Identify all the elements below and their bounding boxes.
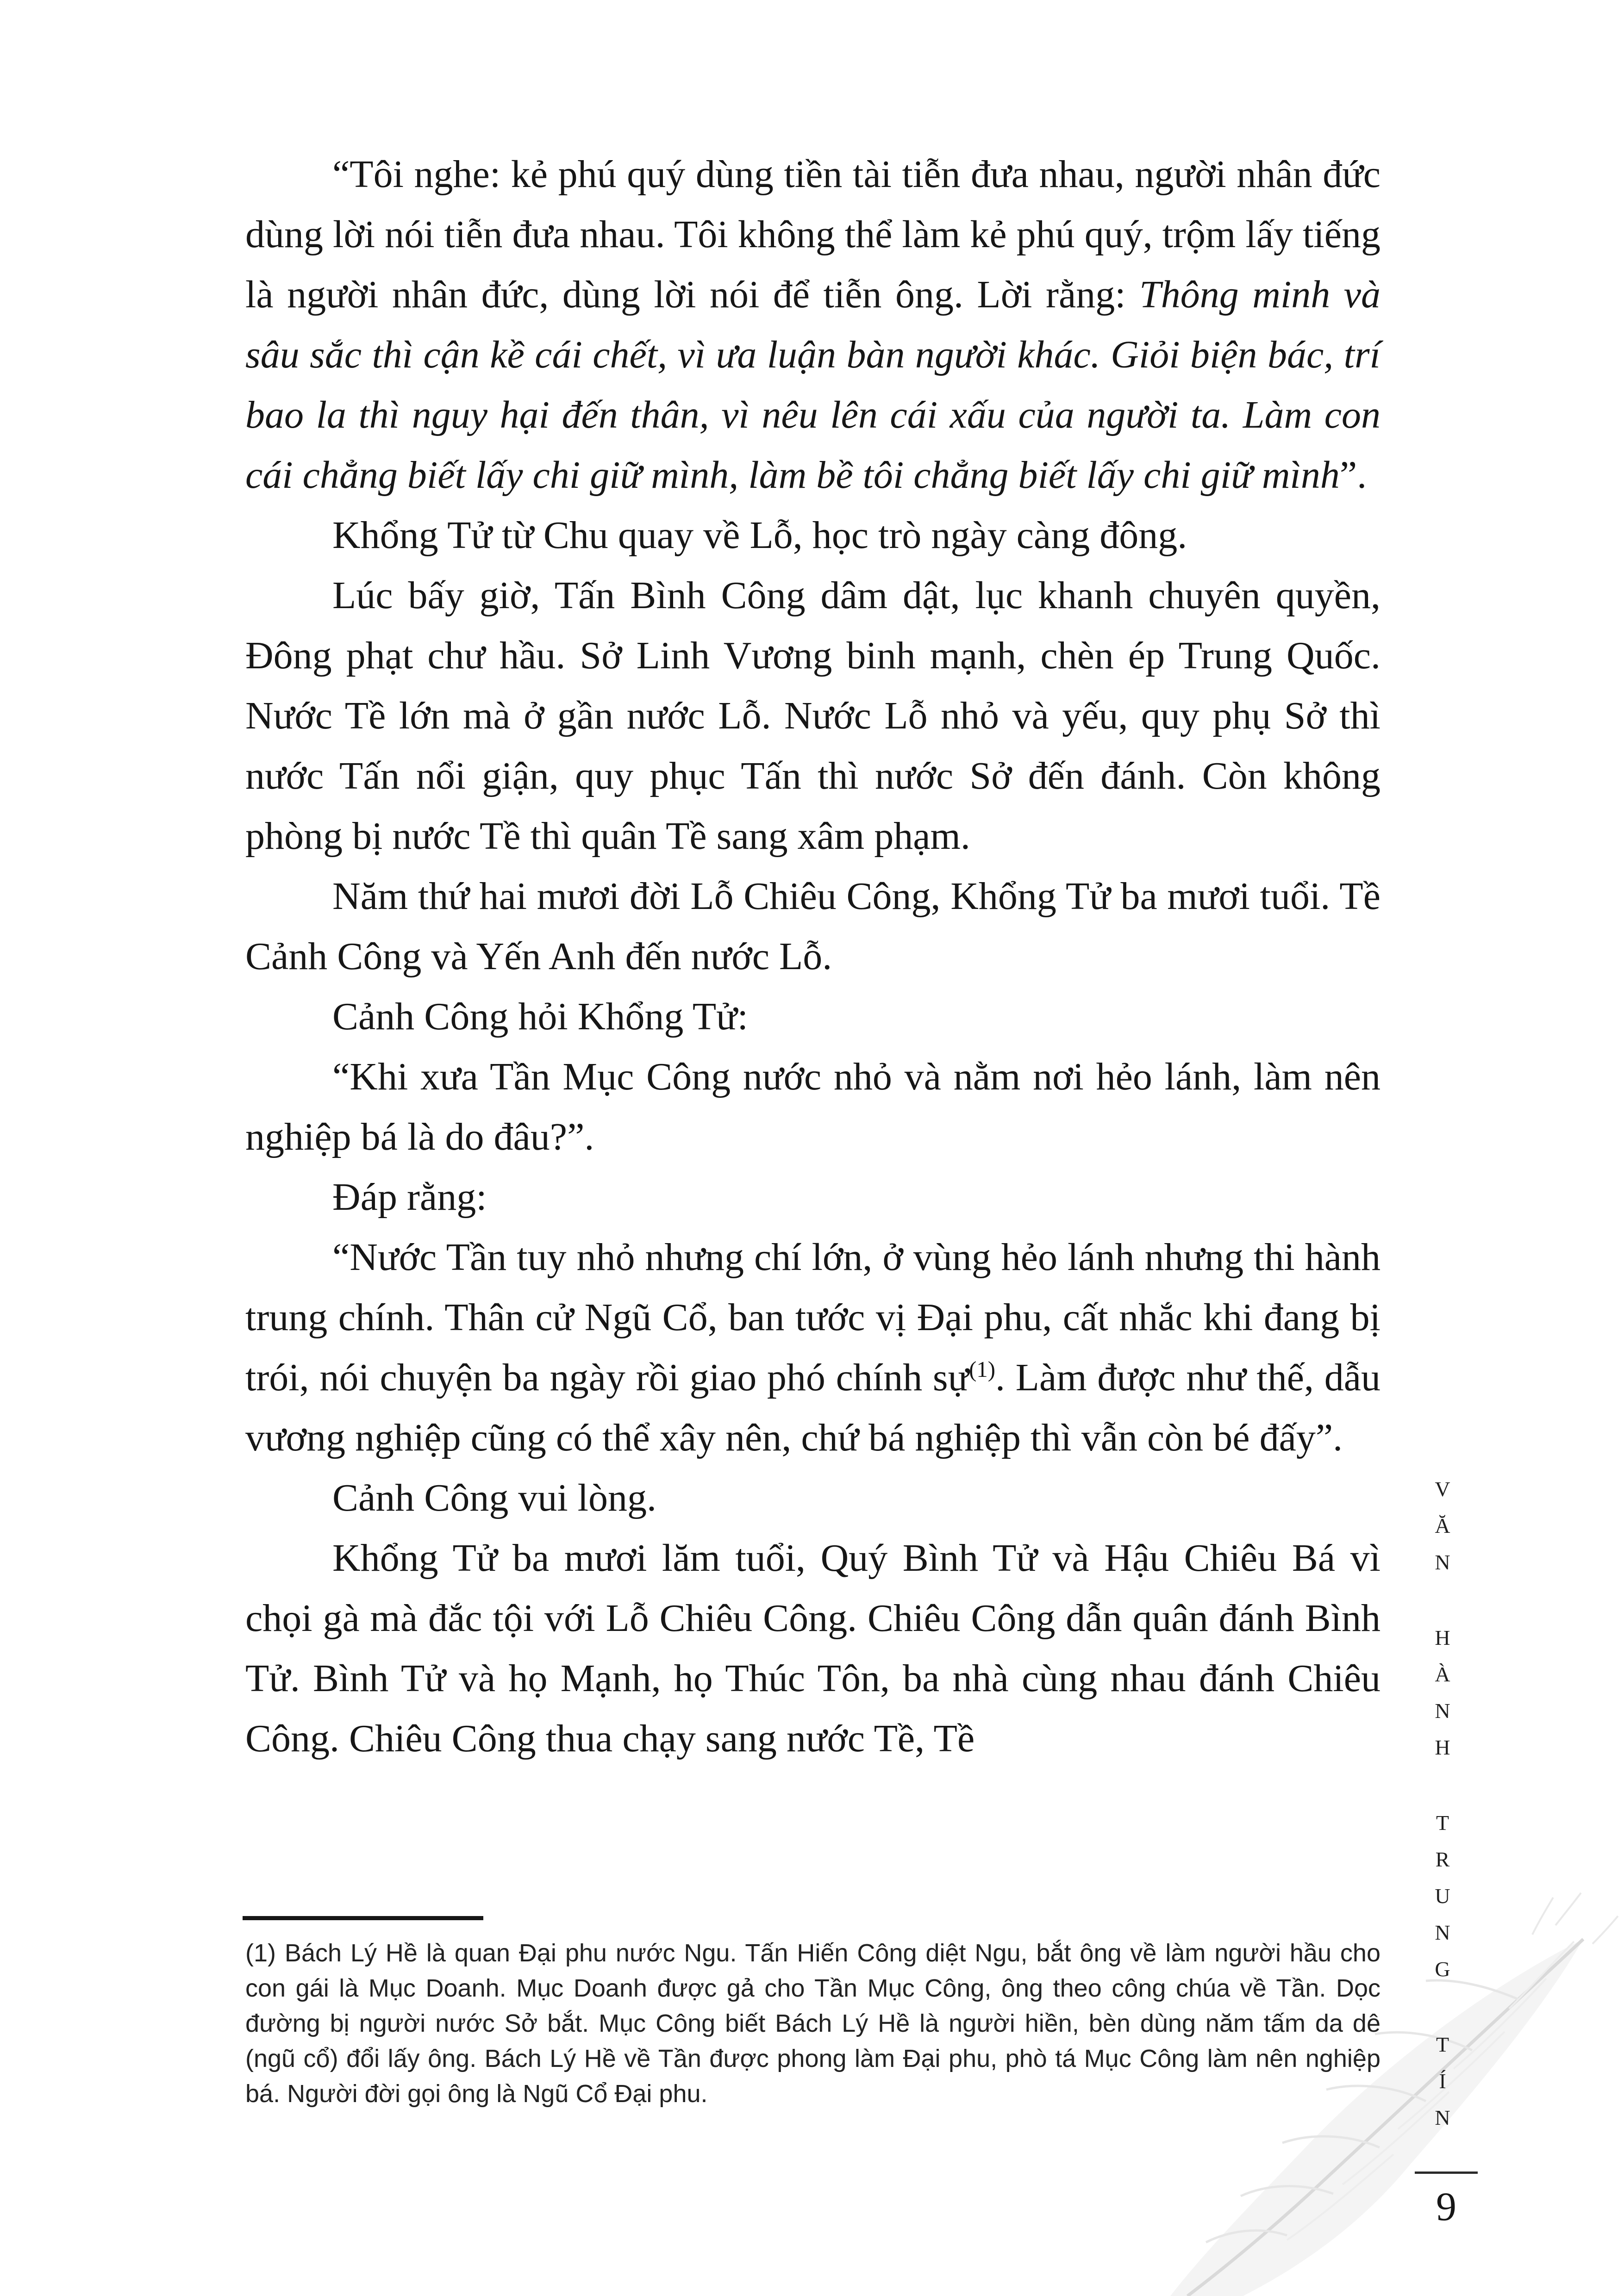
paragraph: Năm thứ hai mươi đời Lỗ Chiêu Công, Khổng Tử ba mươi tuổi. Tề Cảnh Công và Yến Anh đến nước Lỗ. (245, 875, 1380, 978)
paragraph: “Khi xưa Tần Mục Công nước nhỏ và nằm nơi hẻo lánh, làm nên nghiệp bá là do đâu?”. (245, 1055, 1380, 1158)
footnote-marker: (1) (969, 1357, 995, 1382)
page-number: 9 (1436, 2184, 1456, 2229)
paragraph: Khổng Tử ba mươi lăm tuổi, Quý Bình Tử và Hậu Chiêu Bá vì chọi gà mà đắc tội với Lỗ Chiêu Công. Chiêu Công dẫn quân đánh Bình Tử. Bình Tử và họ Mạnh, họ Thúc Tôn, ba nhà cùng nhau đánh Chiêu Công. Chiêu Công thua chạy sang nước Tề, Tề (245, 1537, 1380, 1760)
margin-title-word: T Í N (1435, 2033, 1450, 2129)
body-text (245, 144, 1380, 1769)
paragraph: Khổng Tử từ Chu quay về Lỗ, học trò ngày càng đông. (332, 514, 1187, 557)
margin-title-word: V Ă N (1435, 1477, 1450, 1574)
paragraph: Cảnh Công hỏi Khổng Tử: (332, 995, 748, 1038)
paragraph: “Tôi nghe: kẻ phú quý dùng tiền tài tiễn đưa nhau, người nhân đức dùng lời nói tiễn đưa nhau. Tôi không thể làm kẻ phú quý, trộm lấy tiếng là người nhân đức, dùng lời nói để tiễn ông. Lời rằng: Thông minh và sâu sắc thì cận kề cái chết, vì ưa luận bàn người khác. Giỏi biện bác, trí bao la thì nguy hại đến thân, vì nêu lên cái xấu của người ta. Làm con cái chẳng biết lấy chi giữ mình, làm bề tôi chẳng biết lấy chi giữ mình”. (245, 153, 1380, 497)
margin-title-word: H À N H (1435, 1626, 1450, 1759)
page-number-rule (1415, 2172, 1478, 2174)
paragraph: Cảnh Công vui lòng. (332, 1476, 657, 1519)
margin-title-word: T R U N G (1435, 1811, 1450, 1981)
paragraph: Đáp rằng: (332, 1176, 487, 1219)
footnote-text: (1) Bách Lý Hề là quan Đại phu nước Ngu. Tấn Hiến Công diệt Ngu, bắt ông về làm người hầu cho con gái là Mục Doanh. Mục Doanh được gả cho Tần Mục Công, ông theo công chúa về Tần. Dọc đường bị người nước Sở bắt. Mục Công biết Bách Lý Hề là người hiền, bèn dùng năm tấm da dê (ngũ cổ) đổi lấy ông. Bách Lý Hề về Tần được phong làm Đại phu, phò tá Mục Công làm nên nghiệp bá. Người đời gọi ông là Ngũ Cổ Đại phu. (245, 1939, 1380, 2108)
footnote-rule (243, 1916, 483, 1920)
margin-vertical-title (1426, 1471, 1459, 2175)
paragraph: Lúc bấy giờ, Tấn Bình Công dâm dật, lục khanh chuyên quyền, Đông phạt chư hầu. Sở Linh Vương binh mạnh, chèn ép Trung Quốc. Nước Tề lớn mà ở gần nước Lỗ. Nước Lỗ nhỏ và yếu, quy phụ Sở thì nước Tấn nổi giận, quy phục Tấn thì nước Sở đến đánh. Còn không phòng bị nước Tề thì quân Tề sang xâm phạm. (245, 574, 1380, 858)
paragraph: “Nước Tần tuy nhỏ nhưng chí lớn, ở vùng hẻo lánh nhưng thi hành trung chính. Thân cử Ngũ Cổ, ban tước vị Đại phu, cất nhắc khi đang bị trói, nói chuyện ba ngày rồi giao phó chính sự$^{(1)}$. Làm được như thế, dẫu vương nghiệp cũng có thể xây nên, chứ bá nghiệp thì vẫn còn bé đấy”. (245, 1236, 1381, 1459)
